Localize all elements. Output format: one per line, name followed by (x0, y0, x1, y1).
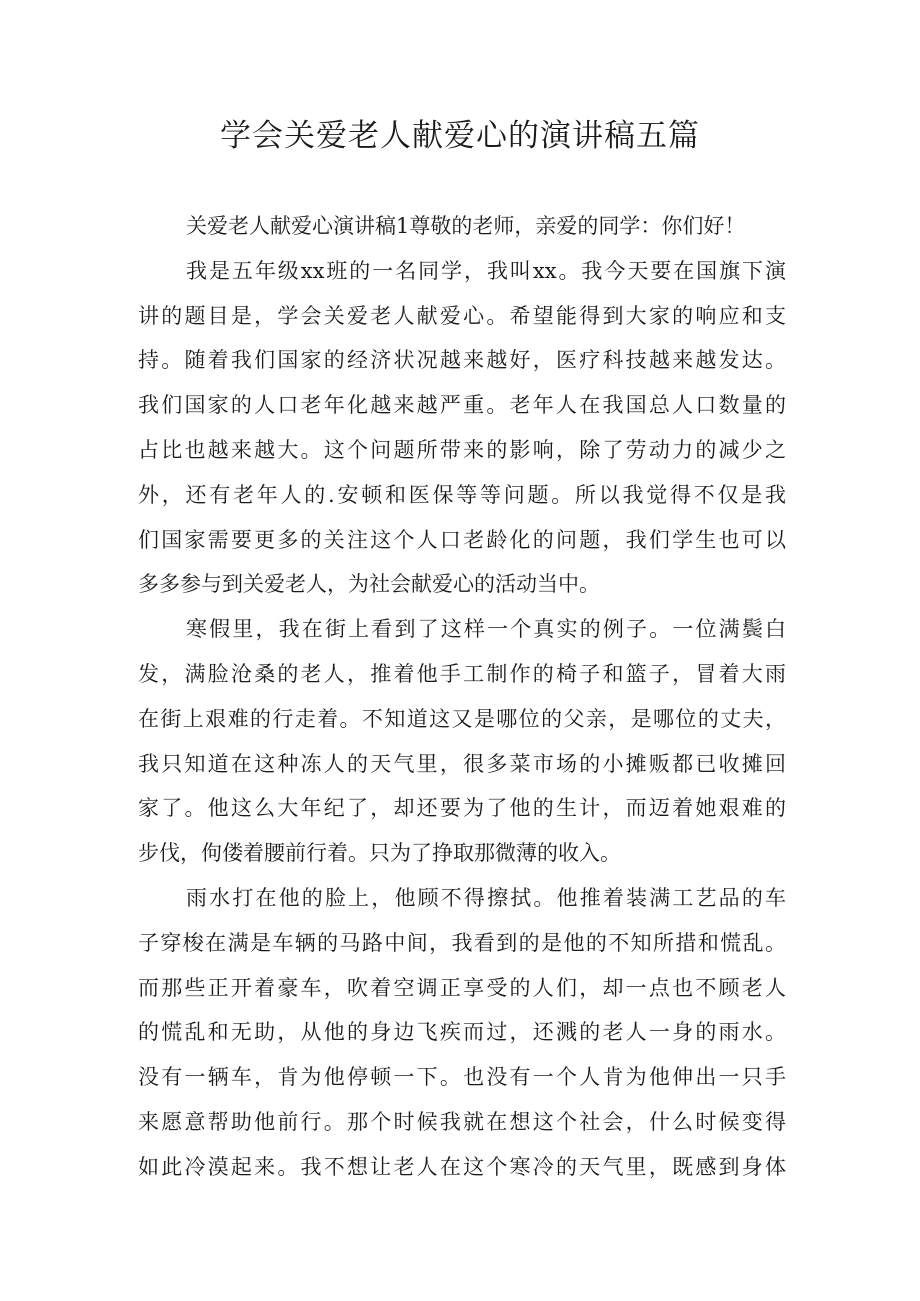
text-line: 我只知道在这种冻人的天气里，很多菜市场的小摊贩都已收摊回 (138, 751, 786, 776)
text-line: 步伐，佝偻着腰前行着。只为了挣取那微薄的收入。 (138, 841, 621, 866)
text-line: 持。随着我们国家的经济状况越来越好，医疗科技越来越发达。 (138, 348, 786, 373)
text-line: 雨水打在他的脸上，他顾不得擦拭。他推着装满工艺品的车 (186, 885, 786, 910)
text-line: 寒假里，我在街上看到了这样一个真实的例子。一位满鬓白 (186, 617, 786, 642)
text-line: 的慌乱和无助，从他的身边飞疾而过，还溅的老人一身的雨水。 (138, 1020, 786, 1045)
paragraph-3 (138, 607, 786, 876)
text-line: 如此冷漠起来。我不想让老人在这个寒冷的天气里，既感到身体 (138, 1154, 786, 1179)
paragraph-4 (138, 876, 786, 1190)
paragraph-2 (138, 249, 786, 607)
paragraph-1 (138, 204, 786, 249)
text-line: 来愿意帮助他前行。那个时候我就在想这个社会，什么时候变得 (138, 1109, 786, 1134)
text-line: 关爱老人献爱心演讲稿1尊敬的老师，亲爱的同学：你们好！ (186, 214, 746, 238)
document-body (138, 204, 786, 1190)
text-line: 多多参与到关爱老人，为社会献爱心的活动当中。 (138, 572, 600, 597)
text-line: 占比也越来越大。这个问题所带来的影响，除了劳动力的减少之 (138, 437, 786, 462)
text-line: 我们国家的人口老年化越来越严重。老年人在我国总人口数量的 (138, 393, 786, 418)
text-line: 子穿梭在满是车辆的马路中间，我看到的是他的不知所措和慌乱。 (138, 930, 786, 955)
text-line: 讲的题目是，学会关爱老人献爱心。希望能得到大家的响应和支 (138, 303, 786, 328)
text-line: 发，满脸沧桑的老人，推着他手工制作的椅子和篮子，冒着大雨 (138, 661, 786, 686)
document-title: 学会关爱老人献爱心的演讲稿五篇 (220, 118, 700, 154)
text-line: 们国家需要更多的关注这个人口老龄化的问题，我们学生也可以 (138, 527, 786, 552)
text-line: 在街上艰难的行走着。不知道这又是哪位的父亲，是哪位的丈夫， (138, 706, 786, 731)
text-line: 外，还有老年人的.安顿和医保等等问题。所以我觉得不仅是我 (138, 482, 786, 507)
text-line: 家了。他这么大年纪了，却还要为了他的生计，而迈着她艰难的 (138, 796, 786, 821)
text-line: 而那些正开着豪车，吹着空调正享受的人们，却一点也不顾老人 (138, 975, 786, 1000)
text-line: 没有一辆车，肯为他停顿一下。也没有一个人肯为他伸出一只手 (138, 1065, 786, 1090)
text-line: 我是五年级xx班的一名同学，我叫xx。我今天要在国旗下演 (186, 258, 786, 283)
